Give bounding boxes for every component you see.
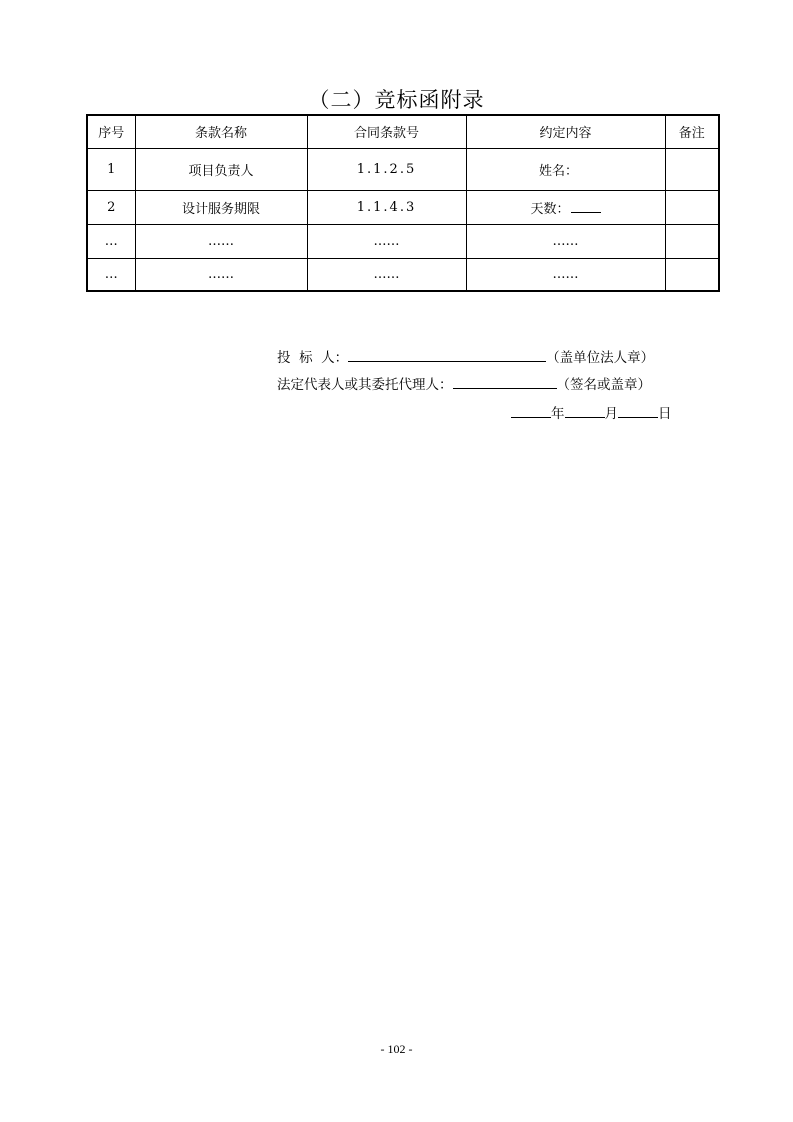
cell-clause: 1.1.4.3: [307, 190, 466, 224]
header-clause-name: 条款名称: [135, 115, 307, 148]
bidder-blank-line: [348, 347, 546, 362]
cell-clause: ……: [307, 258, 466, 291]
cell-clause: ……: [307, 224, 466, 258]
year-label: 年: [551, 406, 565, 422]
representative-label: 法定代表人或其委托代理人：: [277, 377, 453, 393]
cell-remark: [665, 190, 719, 224]
appendix-table: [86, 114, 720, 292]
cell-no: 1: [87, 148, 135, 190]
cell-content: [466, 190, 665, 224]
representative-note: （签名或盖章）: [556, 377, 651, 393]
header-agreed-content: 约定内容: [466, 115, 665, 148]
document-title: （二）竞标函附录: [308, 88, 485, 112]
cell-remark: [665, 148, 719, 190]
bidder-note: （盖单位法人章）: [546, 350, 655, 366]
table-row: [87, 258, 719, 291]
day-blank-line: [618, 403, 658, 418]
cell-content: ……: [466, 258, 665, 291]
bidder-label: 投 标 人：: [277, 350, 349, 366]
table-row: [87, 224, 719, 258]
cell-no: 2: [87, 190, 135, 224]
page-number: - 102 -: [380, 1042, 413, 1056]
cell-content: [466, 148, 665, 190]
representative-line: [277, 374, 651, 394]
year-blank-line: [511, 403, 551, 418]
month-blank-line: [565, 403, 605, 418]
cell-no: …: [87, 258, 135, 291]
month-label: 月: [604, 406, 618, 422]
header-remark: 备注: [665, 115, 719, 148]
day-label: 日: [658, 406, 672, 422]
table-header-row: [87, 115, 719, 148]
cell-content: ……: [466, 224, 665, 258]
cell-name: ……: [135, 258, 307, 291]
cell-content-text: 天数：: [530, 201, 570, 217]
date-line: [511, 403, 672, 423]
table-row: [87, 190, 719, 224]
cell-name: ……: [135, 224, 307, 258]
representative-blank-line: [453, 374, 557, 389]
cell-content-text: 姓名：: [538, 163, 578, 179]
header-no: 序号: [87, 115, 135, 148]
cell-clause: 1.1.2.5: [307, 148, 466, 190]
cell-no: …: [87, 224, 135, 258]
cell-remark: [665, 224, 719, 258]
bidder-line: [277, 347, 654, 367]
cell-remark: [665, 258, 719, 291]
header-contract-clause-no: 合同条款号: [307, 115, 466, 148]
cell-name: 项目负责人: [135, 148, 307, 190]
fill-blank-line: [571, 200, 601, 213]
cell-name: 设计服务期限: [135, 190, 307, 224]
table-row: [87, 148, 719, 190]
